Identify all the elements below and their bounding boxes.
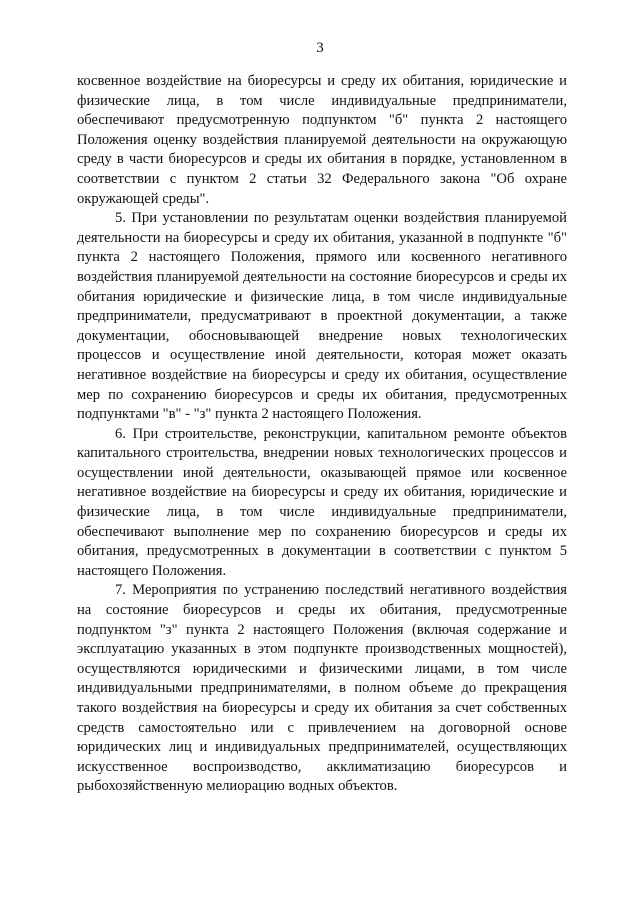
document-body bbox=[77, 72, 567, 797]
paragraph-continuation: косвенное воздействие на биоресурсы и среду их обитания, юридические и физические лица, в том числе индивидуальные предприниматели, обеспечивают предусмотренную подпунктом "б" пункта 2 настоящего Положения оценку воздействия планируемой деятельности на окружающую среду в части биоресурсов и среды их обитания в порядке, установленном в соответствии с пунктом 2 статьи 32 Федерального закона "Об охране окружающей среды". bbox=[77, 73, 567, 207]
paragraph-item-7: 7. Мероприятия по устранению последствий негативного воздействия на состояние биоресурсов и среды их обитания, предусмотренные подпунктом "з" пункта 2 настоящего Положения (включая содержание и эксплуатацию указанных в этом подпункте производственных мощностей), осуществляются юридическими и физическими лицами, в том числе индивидуальными предпринимателями, в полном объеме до прекращения такого воздействия на биоресурсы и среду их обитания за счет собственных средств самостоятельно или с привлечением на договорной основе юридических лиц и индивидуальных предпринимателей, осуществляющих искусственное воспроизводство, акклиматизацию биоресурсов и рыбохозяйственную мелиорацию водных объектов. bbox=[77, 582, 567, 795]
paragraph-item-6: 6. При строительстве, реконструкции, капитальном ремонте объектов капитального строительства, внедрении новых технологических процессов и осуществлении иной деятельности, оказывающей прямое или косвенное негативное воздействие на биоресурсы и среду их обитания, юридические и физические лица, в том числе индивидуальные предприниматели, обеспечивают выполнение мер по сохранению биоресурсов и среды их обитания, предусмотренных в документации в соответствии с пунктом 5 настоящего Положения. bbox=[77, 425, 567, 579]
paragraph-item-5: 5. При установлении по результатам оценки воздействия планируемой деятельности на биоресурсы и среду их обитания, указанной в подпункте "б" пункта 2 настоящего Положения, прямого или косвенного негативного воздействия планируемой деятельности на состояние биоресурсов и среды их обитания юридические и физические лица, в том числе индивидуальные предприниматели, предусматривают в проектной документации, а также документации, обосновывающей внедрение новых технологических процессов и осуществление иной деятельности, которая может оказать негативное воздействие на биоресурсы и среду их обитания, осуществление мер по сохранению биоресурсов и среды их обитания, предусмотренных подпунктами "в" - "з" пункта 2 настоящего Положения. bbox=[77, 210, 567, 423]
page-number: 3 bbox=[316, 40, 324, 56]
